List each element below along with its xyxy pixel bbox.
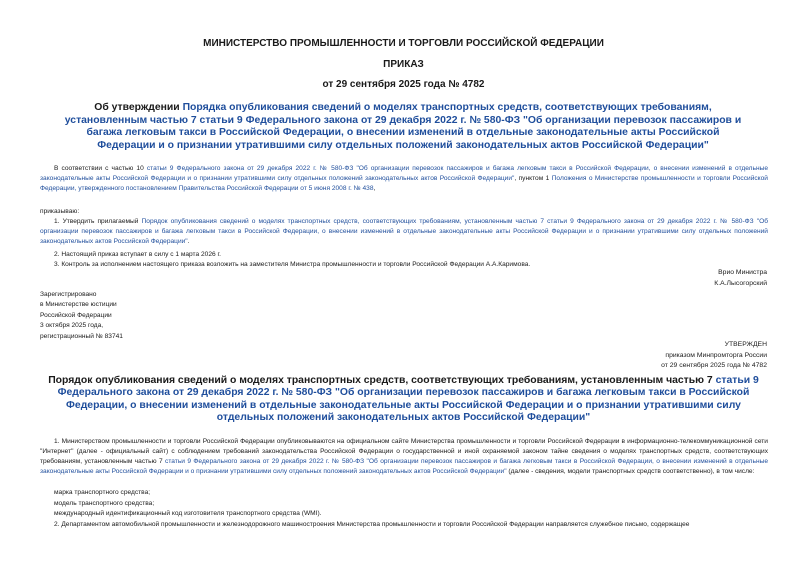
title-link[interactable]: Порядка опубликования сведений о моделях транспортных средств, соответствующих требованиям, установленным частью 7 статьи 9 Федерального закона от 29 декабря 2022 г. № 580-ФЗ "Об организации перевозок пассажиров и багажа легковым такси в Российской Федерации, о внесении изменений в отдельные законодательные акты Российской Федерации и о признании утратившими силу отдельных положений законодательных актов Российской Федерации" [64,102,742,151]
registration-block [40,290,123,342]
preamble-text-3: , [373,184,376,192]
approved-line-2: приказом Минпромторга России [665,351,767,359]
item-1 [40,217,768,247]
preamble-link-law[interactable]: статьи 9 Федерального закона от 29 декабря 2022 г. № 580-ФЗ "Об организации перевозок пассажиров и багажа легковым такси в Российской Федерации, о внесении изменений в отдельные законодательные акты Российской Федерации и о признании утратившими силу отдельных положений законодательных актов Российской Федерации" [40,165,769,182]
orders-word: приказываю: [40,208,80,215]
registration-line-1: Зарегистрировано [40,291,97,298]
registration-line-2: в Министерстве юстиции [40,301,117,309]
signature-block [714,268,767,289]
ministry-heading: МИНИСТЕРСТВО ПРОМЫШЛЕННОСТИ И ТОРГОВЛИ РОССИЙСКОЙ ФЕДЕРАЦИИ [203,38,604,49]
approved-block [661,340,767,372]
body-paragraph-1 [40,437,768,477]
item-1-text: 1. Утвердить прилагаемый [54,218,142,225]
order-title [58,102,748,152]
approved-line-3: от 29 сентября 2025 года № 4782 [661,362,767,369]
date-number: от 29 сентября 2025 года № 4782 [322,79,485,90]
body-p1-text-1: 1. Министерством промышленности и торговли Российской Федерации опубликовываются на официальном сайте Министерства промышленности и торговли Российской Федерации в информационно-телекоммуникационной сети "Интернет" (далее - официальный сайт) с соблюдением требований законодательства Российской Федерации о государственной и иной охраняемой законом тайне сведения о моделях транспортных средств, соответствующих требованиям, установленным частью 7 [40,438,768,465]
registration-line-4: 3 октября 2025 года, [40,322,104,330]
signature-position: Врио Министра [718,269,767,276]
procedure-title-text: Порядок опубликования сведений о моделях транспортных средств, соответствующих требованиям, установленным частью 7 [48,375,716,386]
registration-line-5: регистрационный № 83741 [40,332,123,340]
preamble-link-regulation[interactable]: Положения о Министерстве промышленности и торговли Российской Федерации, утвержденного постановлением Правительства Российской Федерации от 5 июня 2008 г. № 438 [40,174,768,192]
item-1-link[interactable]: Порядок опубликования сведений о моделях транспортных средств, соответствующих требованиям, установленным частью 7 статьи 9 Федерального закона от 29 декабря 2022 г. № 580-ФЗ "Об организации перевозок пассажиров и багажа легковым такси в Российской Федерации, о внесении изменений в отдельные законодательные акты Российской Федерации и о признании утратившими силу отдельных положений законодательных актов Российской Федерации" [40,218,768,245]
preamble [40,164,768,194]
procedure-title-link[interactable]: статьи 9 Федерального закона от 29 декабря 2022 г. № 580-ФЗ "Об организации перевозок пассажиров и багажа легковым такси в Российской Федерации, о внесении изменений в отдельные законодательные акты Российской Федерации и о признании утратившими силу отдельных положений законодательных актов Российской Федерации" [57,375,759,424]
procedure-title [36,375,771,425]
body-paragraph-2: 2. Департаментом автомобильной промышленности и железнодорожного машиностроения Министерства промышленности и торговли Российской Федерации направляется служебное письмо, содержащее [54,521,690,528]
body-p1-text-2: (далее - сведения, модели транспортных средств соответственно), в том числе: [506,467,755,475]
approved-line-1: УТВЕРЖДЕН [724,341,767,348]
list-item-model: модель транспортного средства; [54,500,155,507]
item-1-end: . [187,237,190,245]
preamble-text-1: В соответствии с частью 10 [54,165,147,172]
signature-name: К.А.Лысогорский [714,279,767,287]
title-prefix: Об утверждении [94,102,183,113]
body-p1-link[interactable]: статьи 9 Федерального закона от 29 декабря 2022 г. № 580-ФЗ "Об организации перевозок пассажиров и багажа легковым такси в Российской Федерации, о внесении изменений в отдельные законодательные акты Российской Федерации и о признании утратившими силу отдельных положений законодательных актов Российской Федерации" [40,457,768,475]
preamble-text-2: , пунктом 1 [514,174,552,182]
registration-line-3: Российской Федерации [40,311,112,319]
list-item-wmi: международный идентификационный код изготовителя транспортного средства (WMI). [54,510,322,517]
list-item-brand: марка транспортного средства; [54,489,151,496]
doc-type-heading: ПРИКАЗ [383,59,424,70]
item-2: 2. Настоящий приказ вступает в силу с 1 марта 2026 г. [54,251,221,258]
item-3: 3. Контроль за исполнением настоящего приказа возложить на заместителя Министра промышленности и торговли Российской Федерации А.А.Каримова. [54,261,531,268]
